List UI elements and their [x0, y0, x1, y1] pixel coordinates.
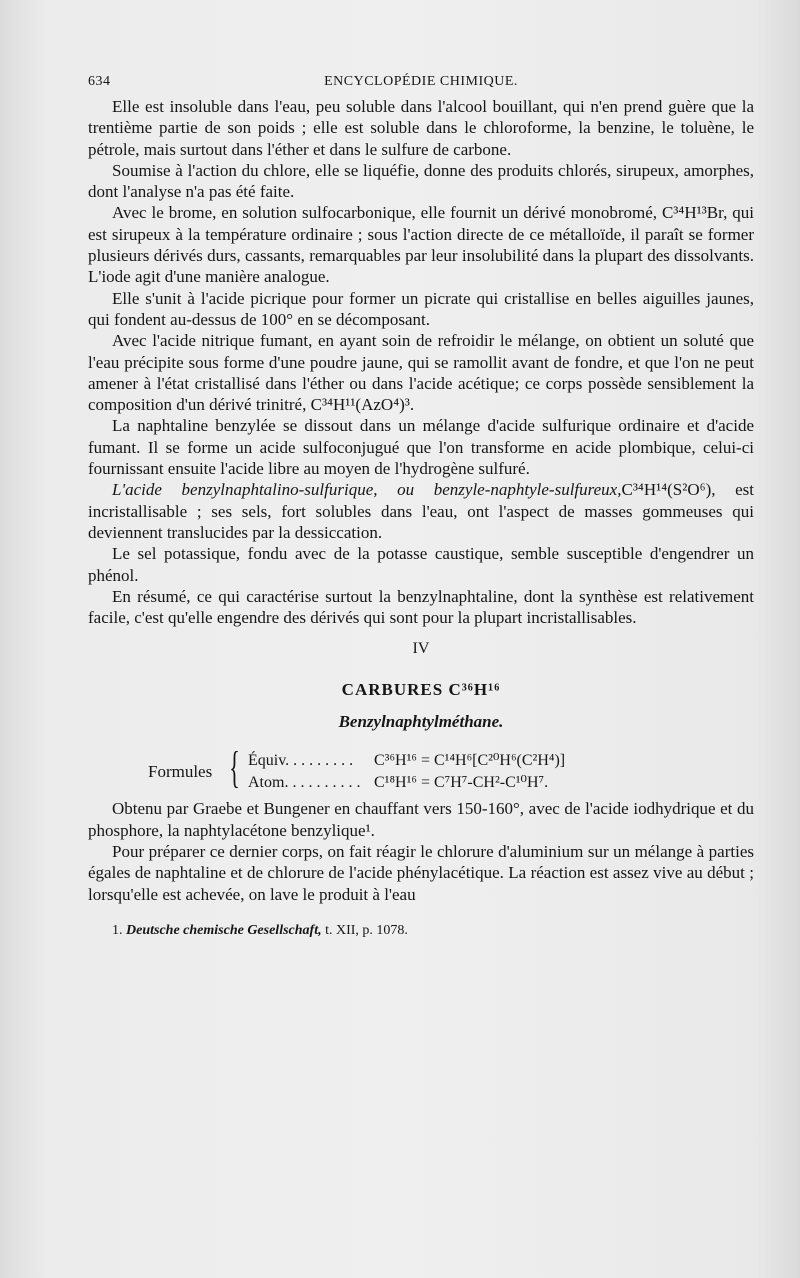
section-title: CARBURES C³⁶H¹⁶ — [341, 680, 501, 700]
acid-formula: C³⁴H¹⁴(S²O⁶), — [621, 480, 716, 500]
footnote-details: t. XII, p. 1078. — [325, 922, 408, 938]
paragraph-graebe: Obtenu par Graebe et Bungener en chauffant vers 150-160°, avec de l'acide iodhydrique et du phosphore, la naphtylacétone benzylique¹. — [88, 799, 754, 840]
paragraph-picric: Elle s'unit à l'acide picrique pour former un picrate qui cristallise en belles aiguilles jaunes, qui fondent au-dessus de 100° en se décomposant. — [88, 288, 754, 329]
paragraph-acid — [88, 479, 754, 543]
paragraph-sulfuric: La naphtaline benzylée se dissout dans un mélange d'acide sulfurique ordinaire et d'acide fumant. Il se forme un acide sulfoconjugué que l'on transforme en acide plombique, celui-ci fournissant ensuite l'acide libre au moyen de l'hydrogène sulfuré. — [88, 416, 754, 479]
footnote-marker: 1. — [112, 922, 123, 938]
page-number: 634 — [88, 74, 111, 89]
formula-row-value: C¹⁸H¹⁶ = C⁷H⁷-CH²-C¹⁰H⁷. — [374, 774, 549, 792]
section-subtitle: Benzylnaphtylméthane. — [338, 712, 504, 732]
paragraph-solubility: Elle est insoluble dans l'eau, peu soluble dans l'alcool bouillant, qui n'en prend guère que la trentième partie de son poids ; elle est soluble dans le chloroforme, la benzine, le toluène, le pétrole, mais surtout dans l'éther et dans le sulfure de carbone. — [88, 97, 754, 159]
text-column — [88, 70, 754, 939]
formula-row-atom — [248, 772, 548, 792]
paragraph-nitric: Avec l'acide nitrique fumant, en ayant soin de refroidir le mélange, on obtient un soluté que l'eau précipite sous forme d'une poudre jaune, qui se ramollit avant de fondre, et que l'on ne peut amener à l'état cristallisé dans l'éther ou dans l'acide acétique; ce corps possède sensiblement la composition d'un dérivé trinitré, C³⁴H¹¹(AzO⁴)³. — [88, 331, 754, 415]
formula-row-name: Atom. . . . . . . . . . — [248, 774, 361, 792]
acid-name: L'acide benzylnaphtalino-sulfurique, ou benzyle-naphtyle-sulfureux, — [112, 480, 622, 500]
footnote — [88, 923, 754, 939]
footnote-source: Deutsche chemische Gesellschaft, — [126, 922, 322, 938]
formula-row-value: C³⁶H¹⁶ = C¹⁴H⁶[C²⁰H⁶(C²H⁴)] — [374, 752, 566, 770]
formula-block — [88, 743, 754, 798]
paragraph-preparation: Pour préparer ce dernier corps, on fait réagir le chlorure d'aluminium sur un mélange à parties égales de naphtaline et de chlorure de l'acide phénylacétique. La réaction est assez vive au début ; lorsqu'elle est achevée, on lave le produit à l'eau — [88, 842, 754, 904]
paragraph-bromine: Avec le brome, en solution sulfocarbonique, elle fournit un dérivé monobromé, C³⁴H¹³Br, qui est sirupeux à la température ordinaire ; sous l'action directe de ce métalloïde, il paraît se former plusieurs dérivés durs, cassants, remarquables par leur insolubilité dans la plupart des dissolvants. L'iode agit d'une manière analogue. — [88, 203, 754, 287]
formula-row-equiv — [248, 750, 565, 770]
paragraph-summary: En résumé, ce qui caractérise surtout la benzylnaphtaline, dont la synthèse est relativement facile, c'est qu'elle engendre des dérivés qui sont pour la plupart incristallisables. — [88, 586, 754, 628]
paragraph-potassium: Le sel potassique, fondu avec de la potasse caustique, semble susceptible d'engendrer un phénol. — [88, 544, 754, 585]
running-title: ENCYCLOPÉDIE CHIMIQUE. — [324, 74, 518, 89]
formula-label: Formules — [148, 762, 213, 782]
running-header — [88, 70, 754, 96]
formula-row-name: Équiv. . . . . . . . . — [248, 752, 354, 770]
section-number: IV — [412, 640, 430, 658]
paragraph-chlorine: Soumise à l'action du chlore, elle se liquéfie, donne des produits chlorés, sirupeux, amorphes, dont l'analyse n'a pas été faite. — [88, 160, 754, 202]
acid-description: est incristallisable ; ses sels, fort solubles dans l'eau, ont l'aspect de masses gommeuses qui deviennent translucides par la dessiccation. — [88, 480, 755, 542]
brace-icon: { — [229, 743, 240, 793]
